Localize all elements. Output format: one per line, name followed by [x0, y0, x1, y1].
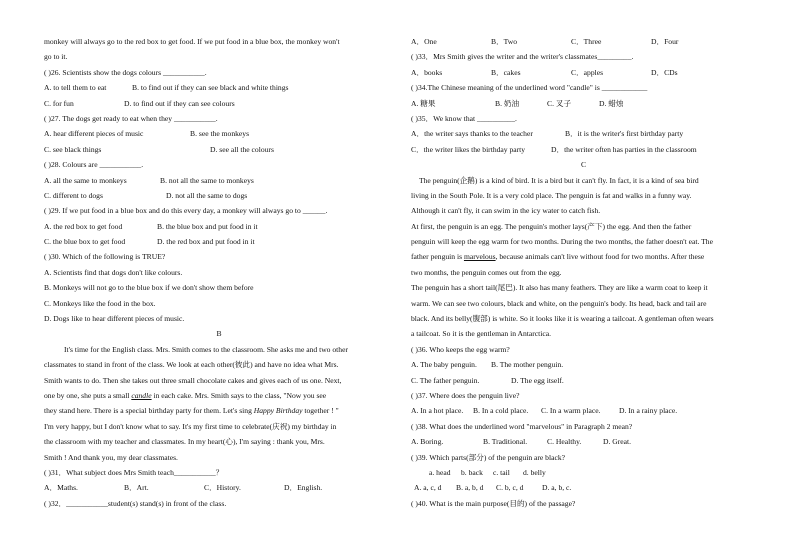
passage-line: classmates to stand in front of the class. We look at each other(彼此) and have no idea what Mrs. [44, 360, 339, 370]
passage-line: Although it can't fly, it can swim in the icy water to catch fish. [411, 206, 601, 216]
option: B. not all the same to monkeys [160, 175, 254, 185]
passage-line: The penguin has a short tail(尾巴). It also has many feathers. They are like a warm coat to keep it [411, 283, 708, 293]
option: C. see black things [44, 144, 102, 154]
option: B. see the monkeys [190, 129, 250, 139]
options-row [411, 373, 756, 388]
option: D. to find out if they can see colours [124, 98, 235, 108]
question-32: ( )32．___________student(s) stand(s) in front of the class. [44, 498, 227, 508]
question-33: ( )33．Mrs Smith gives the writer and the writer's classmates_________. [411, 52, 634, 62]
option: A. The baby penguin. [411, 360, 477, 370]
passage-line: the classroom with my teacher and classmates. In my heart(心), I'm saying : thank you, Mrs. [44, 437, 325, 447]
option: A. to tell them to eat [44, 83, 107, 93]
options-row [411, 480, 756, 495]
option: B. The mother penguin. [491, 360, 564, 370]
question-26: ( )26. Scientists show the dogs colours ___________. [44, 67, 207, 77]
option: A. Boring. [411, 437, 444, 447]
options-row [44, 80, 394, 95]
option: D．CDs [651, 67, 678, 77]
passage-line: father penguin is marvelous, because animals can't live without food for two months. After these [411, 252, 705, 262]
section-heading-b: B [216, 329, 222, 339]
option: C. b, c, d [496, 483, 524, 493]
text-line: go to it. [44, 52, 68, 62]
passage-line: living in the South Pole. It is a very cold place. The penguin is fat and walks in a funny way. [411, 190, 692, 200]
option: C. the blue box to get food [44, 237, 126, 247]
underlined-word: marvelous [463, 252, 496, 262]
question-40: ( )40. What is the main purpose(目的) of the passage? [411, 498, 576, 508]
option: A. In a hot place. [411, 406, 464, 416]
options-row [411, 96, 756, 111]
options-row [411, 357, 756, 372]
passage-line: one by one, she puts a small candle in each cake. Mrs. Smith says to the class, "Now you see [44, 390, 327, 400]
option: A．the writer says thanks to the teacher [411, 129, 533, 139]
option: B. a, b, d [456, 483, 484, 493]
option: A. hear different pieces of music [44, 129, 144, 139]
option: B．cakes [491, 67, 521, 77]
question-36: ( )36. Who keeps the egg warm? [411, 344, 510, 354]
part: c. tail [493, 467, 510, 477]
right-column [411, 34, 756, 511]
passage-line: It's time for the English class. Mrs. Smith comes to the classroom. She asks me and two other [64, 344, 348, 354]
question-34: ( )34.The Chinese meaning of the underlined word "candle" is ____________ [411, 83, 648, 93]
parts-row [411, 465, 756, 480]
option: C. different to dogs [44, 190, 103, 200]
option: A. all the same to monkeys [44, 175, 127, 185]
option: B. the blue box and put food in it [157, 221, 258, 231]
options-row [44, 480, 394, 495]
option: B. Traditional. [483, 437, 528, 447]
section-heading-c: C [580, 160, 587, 170]
option: D．Four [651, 37, 679, 46]
passage-line: they stand here. There is a special birthday party for them. Let's sing Happy Birthday together ! " [44, 406, 339, 416]
option: D．English. [284, 483, 323, 493]
option: B．Art. [124, 483, 149, 493]
option: A. a, c, d [414, 483, 442, 493]
question-38: ( )38. What does the underlined word "marvelous" in Paragraph 2 mean? [411, 421, 633, 431]
option: C. In a warm place. [541, 406, 601, 416]
question-35: ( )35．We know that __________. [411, 113, 517, 123]
option: A．One [411, 37, 437, 46]
option: B．it is the writer's first birthday party [565, 129, 684, 139]
option: B. Monkeys will not go to the blue box if we don't show them before [44, 283, 254, 293]
options-row [44, 219, 394, 234]
option: C. for fun [44, 98, 74, 108]
options-row [44, 96, 394, 111]
option: A. the red box to get food [44, 221, 123, 231]
option: A．Maths. [44, 483, 78, 493]
option: D. 蜡烛 [599, 98, 624, 108]
passage-line: black. And its belly(腹部) is white. So it looks like it is wearing a tailcoat. A gentleman often wears [411, 314, 714, 324]
question-27: ( )27. The dogs get ready to eat when they ___________. [44, 113, 218, 123]
options-row [44, 234, 394, 249]
options-row [411, 434, 756, 449]
option: A．books [411, 67, 443, 77]
passage-line: penguin will keep the egg warm for two months. During the two months, the father doesn't eat. The [411, 237, 713, 247]
option: D. The egg itself. [511, 375, 564, 385]
option: B. In a cold place. [473, 406, 529, 416]
option: C. 叉子 [547, 98, 572, 108]
option: D. the red box and put food in it [157, 237, 255, 247]
song-title: Happy Birthday [253, 406, 303, 416]
option: C．the writer likes the birthday party [411, 144, 526, 154]
option: C．apples [571, 67, 604, 77]
options-row [411, 142, 756, 157]
left-column [44, 34, 394, 511]
question-29: ( )29. If we put food in a blue box and do this every day, a monkey will always go to ______. [44, 206, 328, 216]
option: D. Great. [603, 437, 632, 447]
passage-line: I'm very happy, but I don't know what to say. It's my first time to celebrate(庆祝) my birthday in [44, 421, 337, 431]
option: D．the writer often has parties in the classroom [551, 144, 697, 154]
option: C．Three [571, 37, 602, 46]
option: B. 奶油 [495, 98, 520, 108]
option: A. 糖果 [411, 98, 436, 108]
question-31: ( )31．What subject does Mrs Smith teach___________？ [44, 467, 224, 477]
underlined-word: candle [131, 390, 152, 400]
options-row [44, 142, 394, 157]
options-row [411, 403, 756, 418]
part: d. belly [523, 467, 546, 477]
question-37: ( )37. Where does the penguin live? [411, 390, 520, 400]
passage-line: The penguin(企鹅) is a kind of bird. It is a bird but it can't fly. In fact, it is a kind of sea bird [419, 175, 699, 185]
option: D. In a rainy place. [619, 406, 678, 416]
question-28: ( )28. Colours are ___________. [44, 160, 144, 170]
option: D. a, b, c. [542, 483, 572, 493]
option: A. Scientists find that dogs don't like colours. [44, 267, 183, 277]
options-row [44, 173, 394, 188]
question-39: ( )39. Which parts(部分) of the penguin are black? [411, 452, 565, 462]
passage-line: warm. We can see two colours, black and white, on the penguin's body. Its head, back and tail are [411, 298, 707, 308]
option: C. Monkeys like the food in the box. [44, 298, 156, 308]
text-line: monkey will always go to the red box to get food. If we put food in a blue box, the monkey won't [44, 37, 340, 46]
option: B．Two [491, 37, 518, 46]
passage-line: two months, the penguin comes out from the egg. [411, 267, 562, 277]
part: a. head [429, 467, 451, 477]
passage-line: a tailcoat. So it is the gentleman in Antarctica. [411, 329, 552, 339]
passage-line: Smith ! And thank you, my dear classmates. [44, 452, 178, 462]
option: D. see all the colours [210, 144, 274, 154]
option: D. not all the same to dogs [166, 190, 248, 200]
options-row [411, 126, 756, 141]
options-row [411, 34, 756, 49]
passage-line: At first, the penguin is an egg. The penguin's mother lays(产下) the egg. And then the father [411, 221, 692, 231]
option: C．History. [204, 483, 241, 493]
options-row [44, 188, 394, 203]
options-row [411, 65, 756, 80]
option: B. to find out if they can see black and white things [132, 83, 289, 93]
options-row [44, 126, 394, 141]
question-30: ( )30. Which of the following is TRUE? [44, 252, 166, 262]
part: b. back [461, 467, 483, 477]
passage-line: Smith wants to do. Then she takes out three small chocolate cakes and gives each of us one. Next, [44, 375, 342, 385]
option: D. Dogs like to hear different pieces of music. [44, 314, 185, 324]
option: C. Healthy. [547, 437, 582, 447]
option: C. The father penguin. [411, 375, 480, 385]
